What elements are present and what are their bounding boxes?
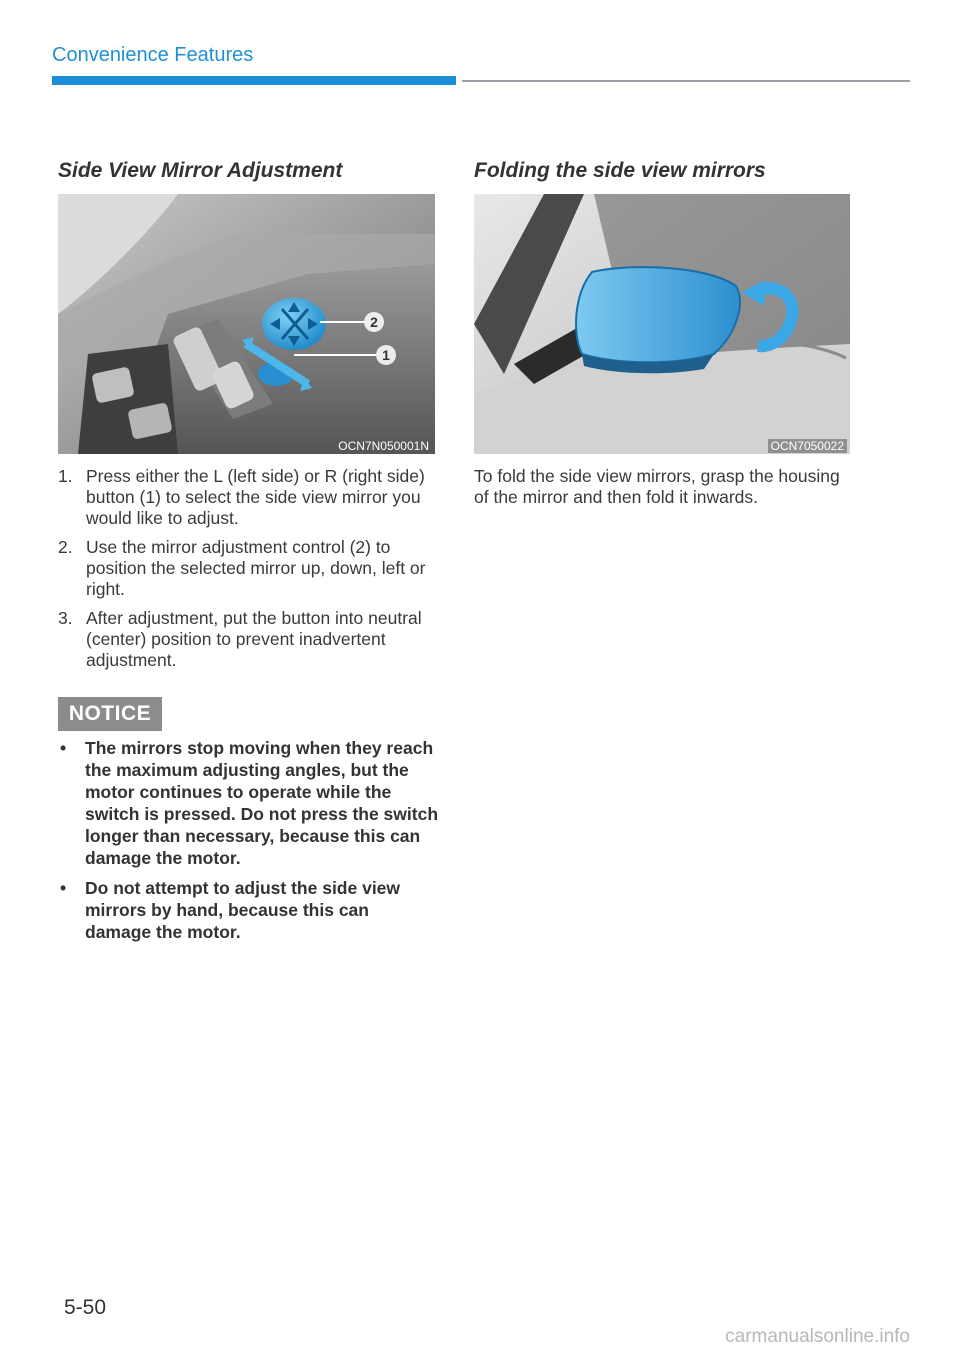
figure-code: OCN7050022 (768, 439, 847, 453)
header-accent-bar (52, 76, 456, 85)
mirror-adjustment-title: Side View Mirror Adjustment (58, 159, 343, 182)
step-item: 1. Press either the L (left side) or R (right side) button (1) to select the side view mirror you would like to adjust. (58, 466, 425, 528)
mirror-switch-figure (58, 194, 435, 454)
folding-mirrors-title: Folding the side view mirrors (474, 159, 766, 182)
section-header-title: Convenience Features (52, 44, 254, 66)
step-item: 2. Use the mirror adjustment control (2) to position the selected mirror up, down, left or right. (58, 537, 426, 599)
mirror-folding-figure (474, 194, 850, 454)
door-switch-illustration (58, 194, 435, 454)
adjustment-steps (58, 466, 438, 679)
folding-mirror-illustration (474, 194, 850, 454)
notice-badge: NOTICE (58, 697, 162, 731)
header-rule (462, 80, 910, 82)
step-item: 3. After adjustment, put the button into neutral (center) position to prevent inadvertent adjustment. (58, 608, 422, 670)
notice-list (58, 737, 438, 951)
page-number: 5-50 (64, 1296, 107, 1319)
watermark: carmanualsonline.info (725, 1326, 910, 1347)
notice-item: • Do not attempt to adjust the side view mirrors by hand, because this can damage the motor. (60, 878, 401, 942)
callout-1-label: 1 (382, 347, 390, 363)
notice-item: • The mirrors stop moving when they reach the maximum adjusting angles, but the motor continues to operate while the switch is pressed. Do not press the switch longer than necessary, because this can damage the motor. (60, 738, 439, 868)
figure-code: OCN7N050001N (335, 439, 432, 453)
folding-instruction: To fold the side view mirrors, grasp the housing of the mirror and then fold it inwards. (474, 466, 840, 507)
callout-2-label: 2 (370, 314, 378, 330)
